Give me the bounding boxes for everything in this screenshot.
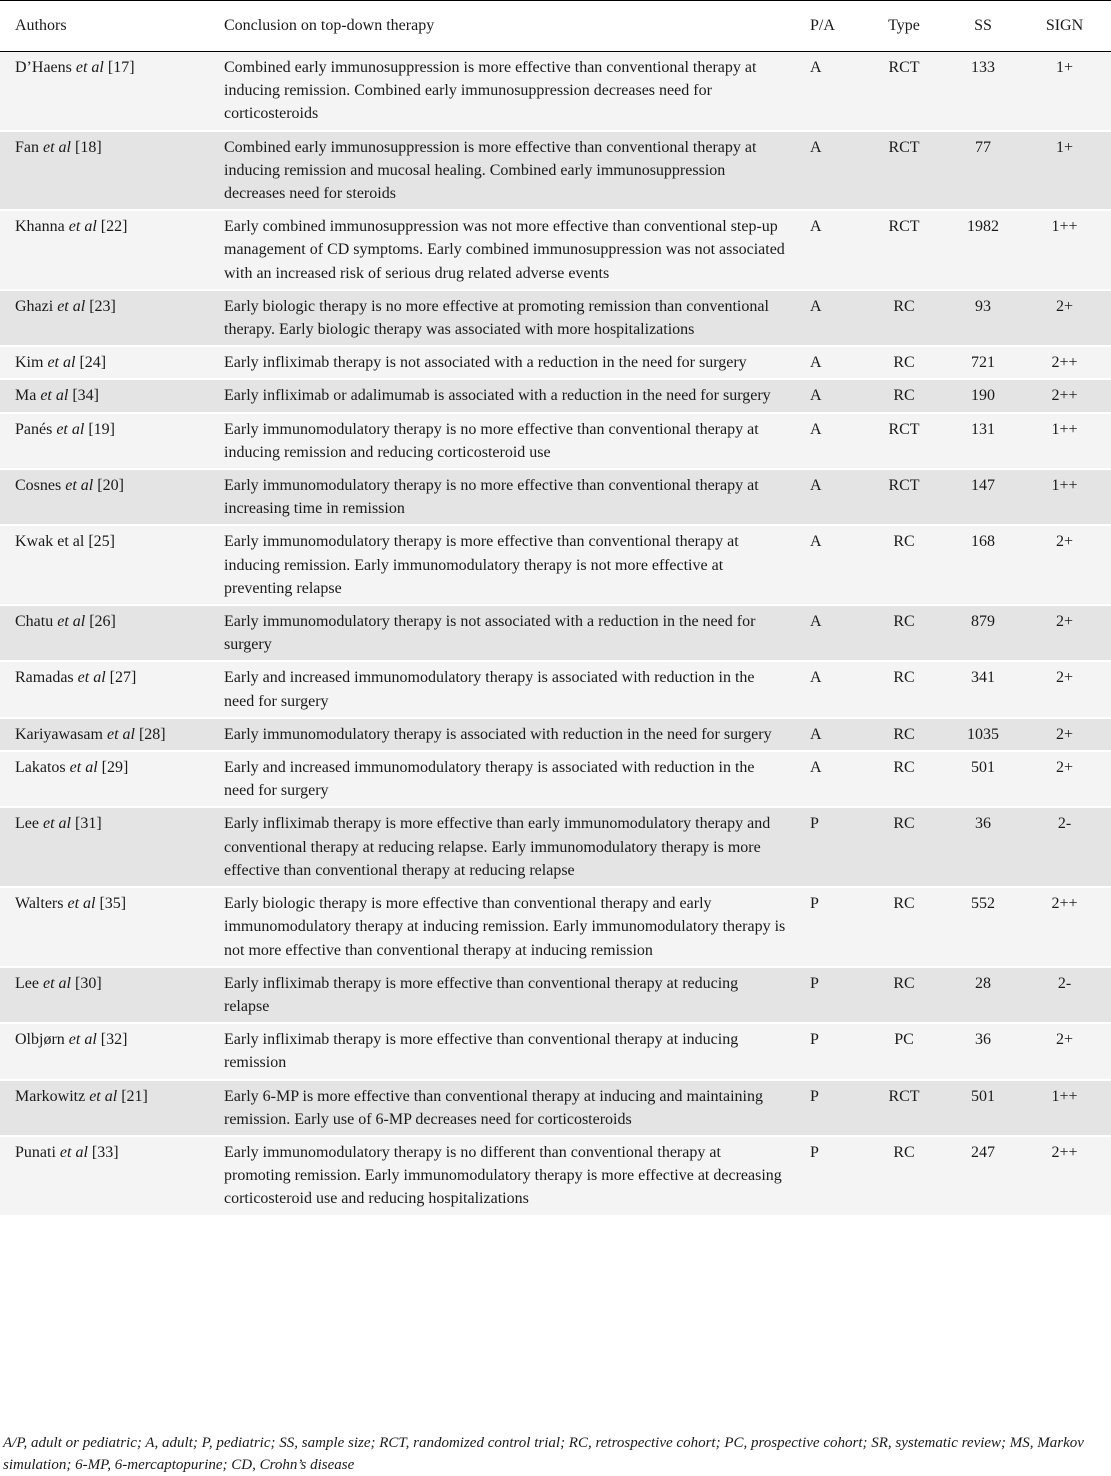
cell-type: RC <box>860 718 948 751</box>
author-ref: [35] <box>99 895 127 913</box>
cell-authors <box>0 1023 210 1079</box>
author-ref: [29] <box>101 759 129 777</box>
cell-ss: 28 <box>948 967 1018 1023</box>
author-ref: [23] <box>89 297 116 315</box>
cell-authors <box>0 210 210 290</box>
cell-authors <box>0 807 210 887</box>
table-row <box>0 807 1111 887</box>
cell-sign: 2+ <box>1018 1023 1111 1079</box>
header-sign: SIGN <box>1018 1 1111 52</box>
author-name: Lakatos <box>15 759 66 777</box>
author-name: Kariyawasam <box>15 725 103 743</box>
cell-conclusion: Early biologic therapy is no more effective at promoting remission than conventional therapy. Early biologic therapy was associated with more hospitalizations <box>210 290 796 346</box>
author-etal: et al <box>106 725 135 743</box>
author-etal: et al <box>57 297 86 315</box>
cell-type: RC <box>860 807 948 887</box>
author-name: Kwak et al <box>15 533 85 551</box>
author-name: Ghazi <box>15 297 54 315</box>
table-row <box>0 887 1111 967</box>
table-header <box>0 1 1111 52</box>
author-etal: et al <box>65 477 94 495</box>
author-etal: et al <box>42 974 71 992</box>
cell-authors <box>0 131 210 211</box>
cell-sign: 2+ <box>1018 661 1111 717</box>
cell-conclusion: Early infliximab therapy is not associated with a reduction in the need for surgery <box>210 346 796 379</box>
author-etal: et al <box>59 1143 88 1161</box>
author-etal: et al <box>57 613 86 631</box>
cell-pa: A <box>796 52 860 131</box>
cell-conclusion: Early 6-MP is more effective than conventional therapy at inducing and maintaining remission. Early use of 6-MP decreases need for corticosteroids <box>210 1080 796 1136</box>
cell-type: RC <box>860 525 948 605</box>
cell-pa: P <box>796 1136 860 1216</box>
author-name: Markowitz <box>15 1087 86 1105</box>
author-name: Olbjørn <box>15 1031 65 1049</box>
author-etal: et al <box>43 138 71 156</box>
cell-ss: 147 <box>948 469 1018 525</box>
author-name: Ma <box>15 387 37 405</box>
header-row <box>0 1 1111 52</box>
cell-type: RC <box>860 290 948 346</box>
cell-type: RC <box>860 751 948 807</box>
cell-ss: 247 <box>948 1136 1018 1216</box>
cell-authors <box>0 346 210 379</box>
table-row <box>0 346 1111 379</box>
cell-sign: 2+ <box>1018 605 1111 661</box>
cell-pa: A <box>796 605 860 661</box>
cell-type: RC <box>860 1136 948 1216</box>
cell-ss: 341 <box>948 661 1018 717</box>
cell-pa: A <box>796 379 860 412</box>
author-name: Lee <box>15 974 39 992</box>
author-etal: et al <box>56 420 85 438</box>
table-row <box>0 525 1111 605</box>
author-name: Kim <box>15 354 44 372</box>
author-ref: [34] <box>72 387 99 405</box>
cell-type: RC <box>860 379 948 412</box>
cell-type: RCT <box>860 52 948 131</box>
author-etal: et al <box>42 815 71 833</box>
cell-ss: 721 <box>948 346 1018 379</box>
author-ref: [25] <box>88 533 115 551</box>
cell-sign: 1+ <box>1018 131 1111 211</box>
cell-ss: 133 <box>948 52 1018 131</box>
table-body <box>0 52 1111 1216</box>
table-row <box>0 52 1111 131</box>
author-ref: [17] <box>107 59 135 76</box>
cell-authors <box>0 751 210 807</box>
cell-conclusion: Early immunomodulatory therapy is associated with reduction in the need for surgery <box>210 718 796 751</box>
cell-sign: 2++ <box>1018 1136 1111 1216</box>
cell-conclusion: Early immunomodulatory therapy is more effective than conventional therapy at inducing remission. Early immunomodulatory therapy is not more effective at preventing relapse <box>210 525 796 605</box>
cell-ss: 77 <box>948 131 1018 211</box>
table-row <box>0 751 1111 807</box>
author-etal: et al <box>40 387 69 405</box>
author-ref: [26] <box>89 613 116 631</box>
table-row <box>0 469 1111 525</box>
author-etal: et al <box>89 1087 118 1105</box>
author-etal: et al <box>47 354 76 372</box>
cell-sign: 1++ <box>1018 469 1111 525</box>
author-name: Khanna <box>15 218 65 236</box>
cell-pa: A <box>796 751 860 807</box>
table-row <box>0 1023 1111 1079</box>
author-etal: et al <box>69 759 98 777</box>
author-ref: [28] <box>138 725 166 743</box>
table-row <box>0 290 1111 346</box>
author-ref: [32] <box>100 1031 128 1049</box>
cell-pa: A <box>796 469 860 525</box>
author-name: Ramadas <box>15 669 74 687</box>
cell-conclusion: Early immunomodulatory therapy is no more effective than conventional therapy at increasing time in remission <box>210 469 796 525</box>
cell-conclusion: Early combined immunosuppression was not more effective than conventional step-up management of CD symptoms. Early combined immunosuppression was not associated with an increased risk of serious drug related adverse events <box>210 210 796 290</box>
cell-authors <box>0 525 210 605</box>
cell-ss: 501 <box>948 1080 1018 1136</box>
cell-sign: 2- <box>1018 807 1111 887</box>
author-name: Chatu <box>15 613 54 631</box>
cell-type: RCT <box>860 413 948 469</box>
cell-authors <box>0 967 210 1023</box>
header-conclusion: Conclusion on top-down therapy <box>210 1 796 52</box>
author-ref: [33] <box>91 1143 119 1161</box>
header-type: Type <box>860 1 948 52</box>
author-ref: [22] <box>100 218 128 236</box>
cell-conclusion: Early and increased immunomodulatory therapy is associated with reduction in the need for surgery <box>210 661 796 717</box>
cell-ss: 552 <box>948 887 1018 967</box>
cell-authors <box>0 290 210 346</box>
cell-pa: A <box>796 131 860 211</box>
cell-ss: 36 <box>948 807 1018 887</box>
cell-type: RC <box>860 967 948 1023</box>
author-name: Panés <box>15 420 53 438</box>
cell-pa: P <box>796 807 860 887</box>
header-pa: P/A <box>796 1 860 52</box>
cell-conclusion: Early immunomodulatory therapy is no more effective than conventional therapy at inducing remission and reducing corticosteroid use <box>210 413 796 469</box>
table-row <box>0 967 1111 1023</box>
cell-pa: A <box>796 290 860 346</box>
cell-ss: 1982 <box>948 210 1018 290</box>
cell-pa: A <box>796 210 860 290</box>
cell-pa: P <box>796 967 860 1023</box>
table-row <box>0 1080 1111 1136</box>
cell-conclusion: Combined early immunosuppression is more effective than conventional therapy at inducing remission. Combined early immunosuppression decreases need for corticosteroids <box>210 52 796 131</box>
cell-sign: 2+ <box>1018 751 1111 807</box>
cell-authors <box>0 1080 210 1136</box>
cell-pa: P <box>796 1023 860 1079</box>
cell-type: RCT <box>860 1080 948 1136</box>
cell-sign: 1+ <box>1018 52 1111 131</box>
author-ref: [27] <box>109 669 137 687</box>
header-authors: Authors <box>0 1 210 52</box>
table-row <box>0 379 1111 412</box>
cell-sign: 2- <box>1018 967 1111 1023</box>
cell-pa: A <box>796 661 860 717</box>
author-name: Lee <box>15 815 39 833</box>
author-name: Punati <box>15 1143 56 1161</box>
cell-conclusion: Combined early immunosuppression is more effective than conventional therapy at inducing remission and mucosal healing. Combined early immunosuppression decreases need for steroids <box>210 131 796 211</box>
cell-sign: 1++ <box>1018 210 1111 290</box>
author-etal: et al <box>77 669 106 687</box>
cell-authors <box>0 413 210 469</box>
author-etal: et al <box>68 1031 97 1049</box>
author-ref: [19] <box>88 420 115 438</box>
cell-type: RC <box>860 661 948 717</box>
cell-authors <box>0 52 210 131</box>
cell-authors <box>0 1136 210 1216</box>
cell-pa: P <box>796 1080 860 1136</box>
cell-conclusion: Early immunomodulatory therapy is no different than conventional therapy at promoting remission. Early immunomodulatory therapy is more effective at decreasing corticosteroid use and reducing hospitalizations <box>210 1136 796 1216</box>
cell-sign: 2++ <box>1018 346 1111 379</box>
cell-conclusion: Early infliximab therapy is more effective than conventional therapy at reducing relapse <box>210 967 796 1023</box>
cell-conclusion: Early infliximab therapy is more effective than conventional therapy at inducing remission <box>210 1023 796 1079</box>
cell-conclusion: Early infliximab or adalimumab is associated with a reduction in the need for surgery <box>210 379 796 412</box>
cell-authors <box>0 379 210 412</box>
cell-type: PC <box>860 1023 948 1079</box>
cell-conclusion: Early infliximab therapy is more effective than early immunomodulatory therapy and conventional therapy at reducing relapse. Early immunomodulatory therapy is more effective than conventional therapy at reducing relapse <box>210 807 796 887</box>
cell-authors <box>0 605 210 661</box>
table-row <box>0 210 1111 290</box>
cell-ss: 501 <box>948 751 1018 807</box>
table-row <box>0 131 1111 211</box>
table-footnote: A/P, adult or pediatric; A, adult; P, pediatric; SS, sample size; RCT, randomized control trial; RC, retrospective cohort; PC, prospective cohort; SR, systematic review; MS, Markov simulation; 6-MP, 6-mercaptopurine; CD, Crohn’s disease <box>3 1435 1084 1473</box>
table-row <box>0 413 1111 469</box>
table-row <box>0 718 1111 751</box>
cell-ss: 131 <box>948 413 1018 469</box>
cell-type: RC <box>860 887 948 967</box>
author-etal: et al <box>75 59 104 76</box>
cell-pa: A <box>796 346 860 379</box>
author-ref: [21] <box>121 1087 148 1105</box>
cell-pa: A <box>796 413 860 469</box>
cell-conclusion: Early biologic therapy is more effective than conventional therapy and early immunomodulatory therapy at inducing remission. Early immunomodulatory therapy is not more effective than conventional therapy at inducing remission <box>210 887 796 967</box>
cell-type: RCT <box>860 131 948 211</box>
author-ref: [20] <box>97 477 124 495</box>
table-row <box>0 1136 1111 1216</box>
cell-sign: 1++ <box>1018 1080 1111 1136</box>
author-name: D’Haens <box>15 59 72 76</box>
cell-type: RC <box>860 605 948 661</box>
author-ref: [24] <box>79 354 107 372</box>
cell-sign: 2+ <box>1018 290 1111 346</box>
cell-ss: 36 <box>948 1023 1018 1079</box>
cell-authors <box>0 661 210 717</box>
cell-pa: A <box>796 718 860 751</box>
author-etal: et al <box>67 895 96 913</box>
author-name: Walters <box>15 895 64 913</box>
cell-ss: 879 <box>948 605 1018 661</box>
cell-authors <box>0 718 210 751</box>
cell-authors <box>0 469 210 525</box>
table-row <box>0 605 1111 661</box>
author-ref: [30] <box>74 974 102 992</box>
cell-conclusion: Early and increased immunomodulatory therapy is associated with reduction in the need for surgery <box>210 751 796 807</box>
cell-sign: 2+ <box>1018 525 1111 605</box>
header-ss: SS <box>948 1 1018 52</box>
cell-authors <box>0 887 210 967</box>
author-name: Fan <box>15 138 39 156</box>
cell-ss: 168 <box>948 525 1018 605</box>
author-ref: [18] <box>75 138 102 156</box>
cell-type: RC <box>860 346 948 379</box>
cell-conclusion: Early immunomodulatory therapy is not associated with a reduction in the need for surgery <box>210 605 796 661</box>
cell-sign: 2++ <box>1018 887 1111 967</box>
cell-sign: 2+ <box>1018 718 1111 751</box>
author-ref: [31] <box>74 815 102 833</box>
cell-sign: 1++ <box>1018 413 1111 469</box>
cell-type: RCT <box>860 210 948 290</box>
cell-type: RCT <box>860 469 948 525</box>
cell-ss: 190 <box>948 379 1018 412</box>
author-name: Cosnes <box>15 477 62 495</box>
cell-ss: 93 <box>948 290 1018 346</box>
table-row <box>0 661 1111 717</box>
cell-ss: 1035 <box>948 718 1018 751</box>
cell-pa: P <box>796 887 860 967</box>
cell-sign: 2++ <box>1018 379 1111 412</box>
cell-pa: A <box>796 525 860 605</box>
author-etal: et al <box>68 218 97 236</box>
